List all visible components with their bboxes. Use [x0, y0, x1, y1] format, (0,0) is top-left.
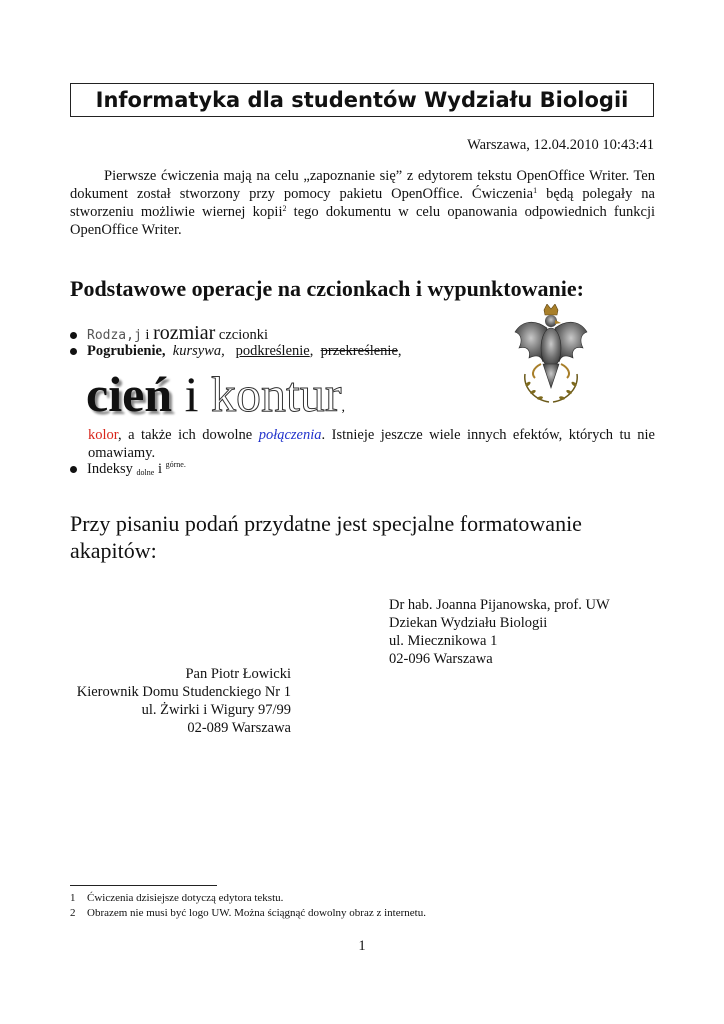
footnote-2	[70, 906, 426, 921]
date-line: Warszawa, 12.04.2010 10:43:41	[467, 137, 654, 153]
footnote-ref-2[interactable]: 2	[282, 204, 287, 213]
intro-text-2: będą polegały na stworzeniu możliwie wiernej kopii	[70, 186, 655, 220]
combined-sample: połączenia	[258, 427, 322, 443]
bullet-dot-icon	[70, 466, 77, 473]
connector-i: i	[141, 327, 154, 343]
intro-text-1: Pierwsze ćwiczenia mają na celu „zapoznanie się” z edytorem tekstu OpenOffice Writer. Ten dokument został stworzony przy pomocy pakietu OpenOffice. Ćwiczenia	[70, 168, 655, 202]
sender-address	[60, 665, 291, 737]
outline-sample: kontur	[211, 366, 342, 422]
intro-paragraph	[70, 167, 655, 239]
sender-line: 02-089 Warszawa	[187, 720, 291, 736]
heading-paragraph-formatting: Przy pisaniu podań przydatne jest specjalne formatowanie akapitów:	[70, 511, 582, 563]
sender-line: Kierownik Domu Studenckiego Nr 1	[76, 684, 291, 700]
underline-sample: podkreślenie	[235, 343, 310, 359]
shadow-sample: cień	[86, 366, 173, 422]
font-size-sample: rozmiar	[153, 322, 216, 344]
footnote-ref-1[interactable]: 1	[533, 186, 538, 195]
italic-sample: kursywa,	[172, 343, 225, 359]
sender-line: ul. Żwirki i Wigury 97/99	[141, 702, 291, 718]
recipient-line: ul. Miecznikowa 1	[389, 633, 498, 649]
footnote-separator	[70, 885, 217, 886]
comma-small: ,	[341, 400, 346, 415]
footnotes	[70, 891, 426, 921]
connector-i-small: i	[154, 461, 166, 477]
recipient-line: Dziekan Wydziału Biologii	[389, 615, 548, 631]
bullet-indexes	[70, 460, 186, 478]
footnote-1	[70, 891, 426, 906]
connector-i-large: i	[172, 366, 211, 422]
footnote-text: Obrazem nie musi być logo UW. Można ściągnąć dowolny obraz z internetu.	[87, 907, 426, 919]
title-box	[70, 83, 654, 117]
footnote-number: 2	[70, 907, 76, 919]
bullet-dot-icon	[70, 348, 77, 355]
effects-middle-text: , a także ich dowolne	[118, 427, 259, 443]
bullet-dot-icon	[70, 332, 77, 339]
uw-eagle-emblem-icon	[511, 304, 591, 408]
intro-text-3: tego dokumentu w celu opanowania odpowiednich funkcji OpenOffice Writer.	[70, 204, 656, 238]
page-number: 1	[358, 938, 366, 954]
effects-paragraph	[88, 426, 655, 462]
effects-rest-text: . Istnieje jeszcze wiele innych efektów, których tu nie omawiamy.	[88, 427, 655, 461]
recipient-line: 02-096 Warszawa	[389, 651, 493, 667]
sender-line: Pan Piotr Łowicki	[185, 666, 291, 682]
footnote-text: Ćwiczenia dzisiejsze dotyczą edytora tekstu.	[87, 892, 284, 904]
strikethrough-sample: przekreślenie	[320, 343, 398, 359]
comma: ,	[309, 343, 314, 359]
bullet-text-styles	[70, 343, 402, 360]
czcionki-text: czcionki	[215, 327, 269, 343]
recipient-address	[389, 596, 610, 668]
color-sample: kolor	[88, 427, 119, 443]
font-type-sample: Rodza,j	[87, 328, 142, 343]
superscript-sample: górne.	[165, 460, 186, 469]
comma-end: ,	[397, 343, 402, 359]
bold-sample: Pogrubienie,	[87, 343, 166, 359]
subscript-sample: dolne	[136, 468, 155, 477]
indeksy-text: Indeksy	[87, 461, 137, 477]
footnote-number: 1	[70, 892, 76, 904]
document-title: Informatyka dla studentów Wydziału Biologii	[95, 88, 629, 112]
recipient-line: Dr hab. Joanna Pijanowska, prof. UW	[389, 597, 610, 613]
heading-font-operations: Podstawowe operacje na czcionkach i wypunktowanie:	[70, 276, 584, 301]
bullet-font-type-size	[70, 322, 268, 345]
